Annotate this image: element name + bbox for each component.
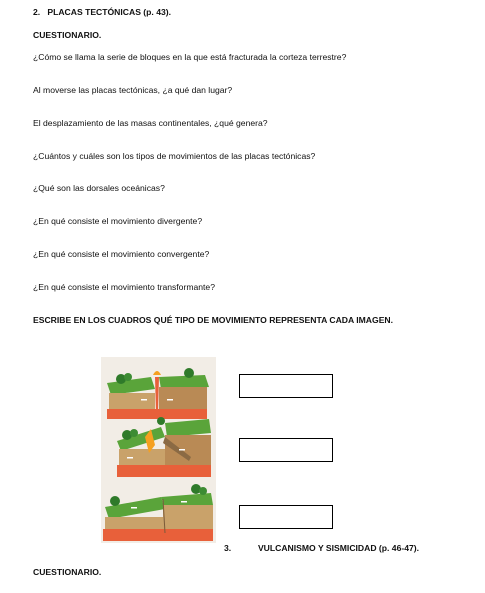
- cuestionario-label-2: CUESTIONARIO.: [33, 567, 102, 577]
- question-7: ¿En qué consiste el movimiento convergente?: [33, 249, 210, 259]
- question-4: ¿Cuántos y cuáles son los tipos de movimientos de las placas tectónicas?: [33, 151, 316, 161]
- question-2: Al moverse las placas tectónicas, ¿a qué dan lugar?: [33, 85, 233, 95]
- answer-box-1[interactable]: [239, 374, 333, 398]
- section-2-number: 2.: [33, 7, 41, 17]
- question-3: El desplazamiento de las masas continentales, ¿qué genera?: [33, 118, 268, 128]
- section-3-heading: [224, 543, 419, 553]
- question-1: ¿Cómo se llama la serie de bloques en la que está fracturada la corteza terrestre?: [33, 52, 347, 62]
- question-8: ¿En qué consiste el movimiento transformante?: [33, 282, 215, 292]
- question-5: ¿Qué son las dorsales oceánicas?: [33, 183, 165, 193]
- answer-box-3[interactable]: [239, 505, 333, 529]
- plate-movement-figure: [101, 357, 216, 543]
- section-3-number: 3.: [224, 543, 232, 553]
- question-6: ¿En qué consiste el movimiento divergente?: [33, 216, 203, 226]
- section-3-title: VULCANISMO Y SISMICIDAD (p. 46-47).: [257, 543, 420, 553]
- instruction: ESCRIBE EN LOS CUADROS QUÉ TIPO DE MOVIMIENTO REPRESENTA CADA IMAGEN.: [33, 315, 394, 325]
- cuestionario-label: CUESTIONARIO.: [33, 30, 102, 40]
- answer-box-2[interactable]: [239, 438, 333, 462]
- section-2-heading: [33, 7, 171, 17]
- section-2-title: PLACAS TECTÓNICAS (p. 43).: [47, 7, 172, 17]
